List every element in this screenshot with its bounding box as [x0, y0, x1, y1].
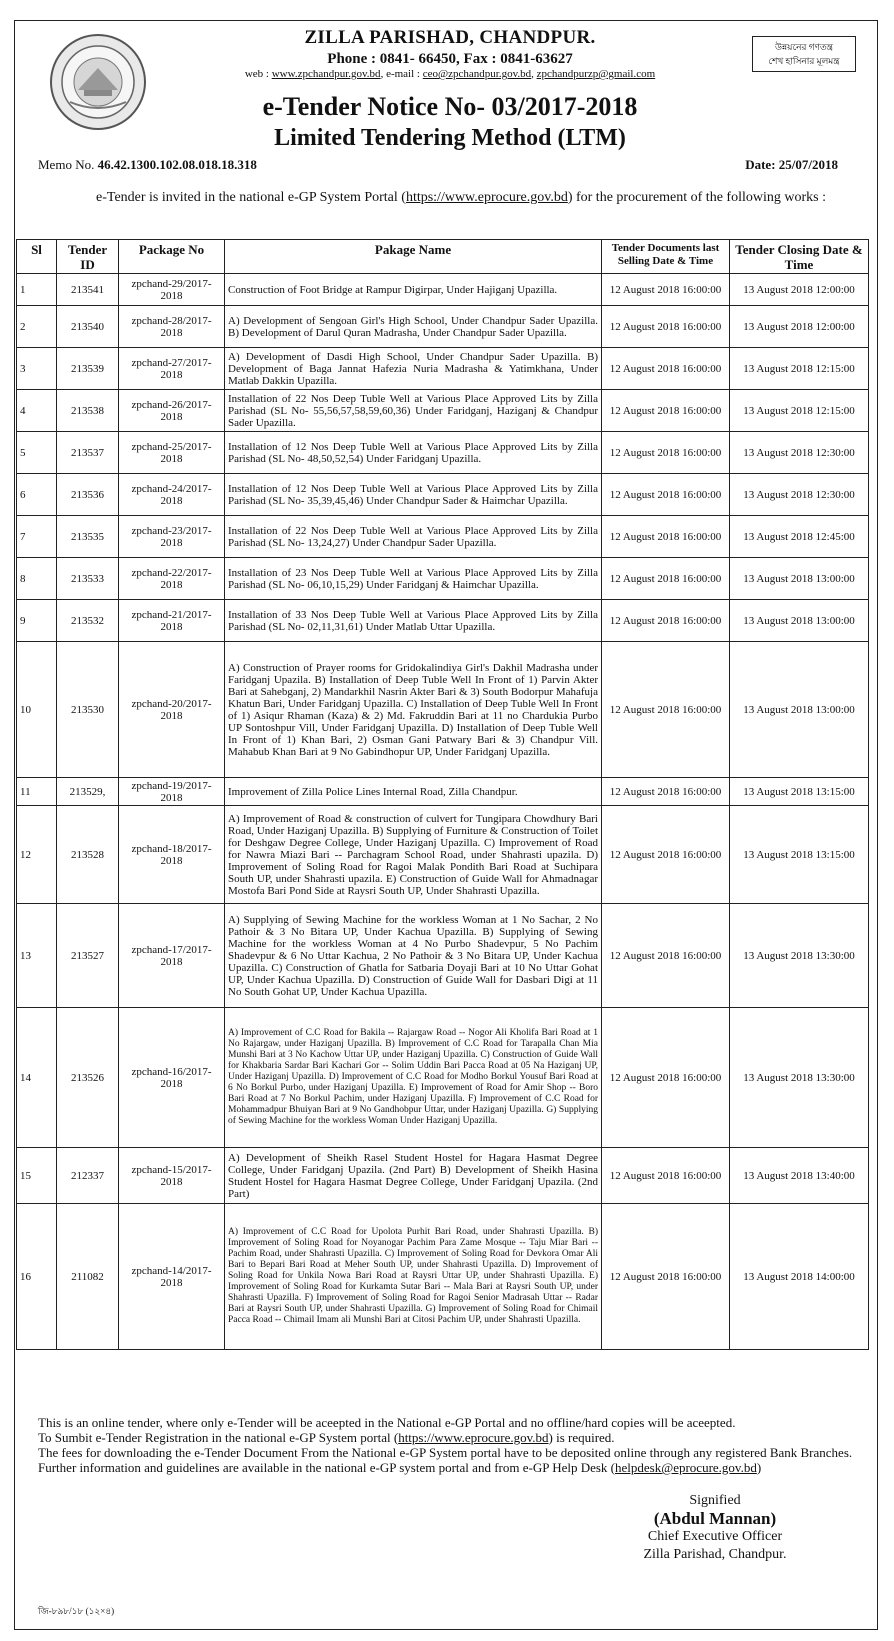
- row-tender-id: 213535: [57, 516, 119, 558]
- row-package-no: zpchand-19/2017-2018: [119, 778, 225, 806]
- row-package-name: A) Development of Sengoan Girl's High School, Under Chandpur Sader Upazilla. B) Development of Darul Quran Madrasha, Under Chandpur Sader Upazilla.: [225, 306, 602, 348]
- row-sl: 11: [17, 778, 57, 806]
- row-sl: 6: [17, 474, 57, 516]
- row-sl: 9: [17, 600, 57, 642]
- row-sl: 5: [17, 432, 57, 474]
- footer-note-2: [38, 1430, 856, 1445]
- row-package-no: zpchand-25/2017-2018: [119, 432, 225, 474]
- eprocure-link[interactable]: https://www.eprocure.gov.bd: [405, 190, 568, 205]
- row-selling-date: 12 August 2018 16:00:00: [602, 274, 730, 306]
- row-sl: 14: [17, 1008, 57, 1148]
- table-header-row: [17, 240, 869, 274]
- row-package-name: Improvement of Zilla Police Lines Internal Road, Zilla Chandpur.: [225, 778, 602, 806]
- row-closing-date: 13 August 2018 12:00:00: [730, 274, 869, 306]
- row-package-name: Installation of 23 Nos Deep Tuble Well at Various Place Approved Lits by Zilla Parishad (SL No- 06,10,15,29) Under Faridganj & Haimchar Upazilla.: [225, 558, 602, 600]
- row-tender-id: 213530: [57, 642, 119, 778]
- row-tender-id: 213539: [57, 348, 119, 390]
- row-tender-id: 213538: [57, 390, 119, 432]
- row-sl: 10: [17, 642, 57, 778]
- row-selling-date: 12 August 2018 16:00:00: [602, 642, 730, 778]
- row-sl: 16: [17, 1204, 57, 1350]
- header-closing-date: Tender Closing Date & Time: [730, 240, 869, 274]
- table-row: [17, 642, 869, 778]
- table-row: [17, 1204, 869, 1350]
- row-tender-id: 212337: [57, 1148, 119, 1204]
- row-closing-date: 13 August 2018 13:15:00: [730, 806, 869, 904]
- row-package-name: Installation of 22 Nos Deep Tuble Well at Various Place Approved Lits by Zilla Parishad (SL No- 55,56,57,58,59,60,36) Under Faridganj, Haziganj & Chandpur Sader Upazilla.: [225, 390, 602, 432]
- row-selling-date: 12 August 2018 16:00:00: [602, 1008, 730, 1148]
- row-package-no: zpchand-28/2017-2018: [119, 306, 225, 348]
- row-selling-date: 12 August 2018 16:00:00: [602, 806, 730, 904]
- row-package-name: A) Improvement of Road & construction of culvert for Tungipara Chowdhury Bari Road, Under Haziganj Upazilla. B) Supplying of Furniture & Construction of Toilet for Deshgaw Degree College, Under Haziganj Upazilla. C) Improvement of Road for Nawra Miazi Bari -- Parchagram School Road, under Shahrasti upazila. D) Improvement of Soling Road for Ragoi Malak Pondith Bari Road at Suchipara South UP, under Shahrasti upazila. E) Construction of Guide Wall for Ahmadnagar Mostofa Bari Pond Side at Raysri South UP, Under Shahrasti Upazilla.: [225, 806, 602, 904]
- footer-note-4-text: Further information and guidelines are available in the national e-GP system portal and from e-GP Help Desk (: [38, 1460, 616, 1475]
- row-selling-date: 12 August 2018 16:00:00: [602, 1204, 730, 1350]
- row-sl: 7: [17, 516, 57, 558]
- row-selling-date: 12 August 2018 16:00:00: [602, 432, 730, 474]
- row-selling-date: 12 August 2018 16:00:00: [602, 474, 730, 516]
- row-sl: 1: [17, 274, 57, 306]
- row-package-no: zpchand-23/2017-2018: [119, 516, 225, 558]
- table-row: [17, 600, 869, 642]
- row-tender-id: 211082: [57, 1204, 119, 1350]
- row-tender-id: 213528: [57, 806, 119, 904]
- row-closing-date: 13 August 2018 13:30:00: [730, 1008, 869, 1148]
- table-row: [17, 904, 869, 1008]
- signified-label: Signified: [689, 1493, 741, 1508]
- memo-label: Memo No.: [38, 157, 95, 172]
- row-sl: 13: [17, 904, 57, 1008]
- table-row: [17, 1008, 869, 1148]
- row-selling-date: 12 August 2018 16:00:00: [602, 390, 730, 432]
- row-selling-date: 12 August 2018 16:00:00: [602, 904, 730, 1008]
- footer-note-1: This is an online tender, where only e-Tender will be aceepted in the National e-GP Portal and no offline/hard copies will be aceepted.: [38, 1415, 736, 1430]
- row-package-name: Installation of 12 Nos Deep Tuble Well at Various Place Approved Lits by Zilla Parishad (SL No- 35,39,45,46) Under Chandpur Sader & Haimchar Upazilla.: [225, 474, 602, 516]
- row-package-no: zpchand-18/2017-2018: [119, 806, 225, 904]
- footer-note-4: [38, 1460, 856, 1475]
- slogan-line-2: শেখ হাসিনার মূলমন্ত্র: [768, 56, 840, 66]
- row-closing-date: 13 August 2018 13:15:00: [730, 778, 869, 806]
- row-sl: 8: [17, 558, 57, 600]
- row-closing-date: 13 August 2018 14:00:00: [730, 1204, 869, 1350]
- row-package-no: zpchand-14/2017-2018: [119, 1204, 225, 1350]
- row-sl: 12: [17, 806, 57, 904]
- row-closing-date: 13 August 2018 12:30:00: [730, 474, 869, 516]
- table-row: [17, 558, 869, 600]
- row-tender-id: 213527: [57, 904, 119, 1008]
- signatory-office: Zilla Parishad, Chandpur.: [643, 1547, 787, 1562]
- row-selling-date: 12 August 2018 16:00:00: [602, 516, 730, 558]
- row-package-name: A) Supplying of Sewing Machine for the workless Woman at 1 No Sachar, 2 No Pathoir & 3 No Bitara UP, Under Kachua Upazilla. B) Supplying of Sewing Machine for the workless Woman at 4 No Purbo Shadevpur, 5 No Pachim Shadevpur & 6 No Uttar Kachua, 2 No Pathoir & 3 No Bitara UP, Under Kachua Upazilla. C) Construction of Ghatla for Satbaria Doyaji Bari at 10 No Uttar Gohat UP, Under Kachua Upazilla. D) Construction of Guide Wall for Dasbari Digi at 11 No South Gohat UP, Under Kachua Upazilla.: [225, 904, 602, 1008]
- row-tender-id: 213526: [57, 1008, 119, 1148]
- row-selling-date: 12 August 2018 16:00:00: [602, 348, 730, 390]
- notice-title: e-Tender Notice No- 03/2017-2018: [262, 92, 638, 121]
- header-selling-date: Tender Documents last Selling Date & Time: [602, 240, 730, 274]
- web-label: web :: [244, 68, 269, 80]
- row-package-no: zpchand-15/2017-2018: [119, 1148, 225, 1204]
- row-package-name: A) Development of Dasdi High School, Under Chandpur Sader Upazilla. B) Development of Baga Jannat Hafezia Nuria Madrasha & Yatimkhana, Under Matlab Dakkin Upazilla.: [225, 348, 602, 390]
- row-closing-date: 13 August 2018 12:15:00: [730, 390, 869, 432]
- signature-block: [600, 1492, 830, 1564]
- row-package-name: Installation of 33 Nos Deep Tuble Well at Various Place Approved Lits by Zilla Parishad (SL No- 02,11,31,61) Under Matlab Uttar Upazilla.: [225, 600, 602, 642]
- footer-note-4-end: ): [756, 1460, 762, 1475]
- row-package-no: zpchand-16/2017-2018: [119, 1008, 225, 1148]
- row-closing-date: 13 August 2018 13:00:00: [730, 600, 869, 642]
- row-package-name: Installation of 12 Nos Deep Tuble Well at Various Place Approved Lits by Zilla Parishad (SL No- 48,50,52,54) Under Faridganj Upazilla.: [225, 432, 602, 474]
- notice-subtitle: Limited Tendering Method (LTM): [274, 125, 626, 151]
- row-package-name: A) Improvement of C.C Road for Upolota Purhit Bari Road, under Shahrasti Upazilla. B) Improvement of Soling Road for Noyanogar Pachim Para Zame Mosque -- Taju Miar Bari -- Pachim Road, under Shahrasti Upazilla. C) Improvement of Soling Road for Devkora Omar Ali Bari to Bepari Bari Road at Meher South UP, under Shahrasti Upazilla. D) Improvement of Soling Road for Unkila Nowa Bari Road at Raysri Uttar UP, under Shahrasti Upazilla. E) Improvement of Soling Road for Kurkamta Sutar Bari -- Mala Bari at Raysri South UP, under Shahrasti Upazilla. F) Improvement of Soling Road for Ragoi Senior Madrasah Uttar -- Radar Bari at Raysri South UP, under Shahrasti Upazilla. G) Improvement of Soling Road for Chimail Pacca Road -- Chimail Imam ali Munshi Bari at Citosi Pachim UP, under Shahrasti Upazilla.: [225, 1204, 602, 1350]
- table-row: [17, 516, 869, 558]
- row-tender-id: 213536: [57, 474, 119, 516]
- intro-paragraph: [40, 185, 854, 211]
- footer-note-3: The fees for downloading the e-Tender Document From the National e-GP System portal have to be deposited online through any registered Bank Branches.: [38, 1445, 853, 1460]
- signatory-designation: Chief Executive Officer: [647, 1529, 783, 1544]
- table-row: [17, 778, 869, 806]
- row-selling-date: 12 August 2018 16:00:00: [602, 1148, 730, 1204]
- print-code: জি-৮৯৮/১৮ (১২×৪): [38, 1606, 115, 1616]
- slogan-line-1: উন্নয়নের গণতন্ত্র: [775, 42, 833, 52]
- row-package-name: Installation of 22 Nos Deep Tuble Well at Various Place Approved Lits by Zilla Parishad (SL No- 13,24,27) Under Chandpur Sader Upazilla.: [225, 516, 602, 558]
- row-package-no: zpchand-20/2017-2018: [119, 642, 225, 778]
- intro-text-1: e-Tender is invited in the national e-GP System Portal (: [96, 190, 406, 205]
- row-tender-id: 213540: [57, 306, 119, 348]
- header-package-name: Pakage Name: [225, 240, 602, 274]
- row-package-name: A) Improvement of C.C Road for Bakila -- Rajargaw Road -- Nogor Ali Kholifa Bari Road at 1 No Rajargaw, under Haziganj Upazilla. B) Improvement of C.C Road for Tarapalla Chan Mia Munshi Bari at 3 No Kachow Uttar UP, under Haziganj Upazilla. C) Construction of Guide Wall for Khakbaria Sardar Bari Kachari Gor -- Solim Uddin Bari Pacca Road at 05 Na Haziganj UP, Under Haziganj Upazilla. D) Improvement of C.C Road for Modho Borkul Yousuf Bari Road at 6 No Borkul Purbo, under Haziganj Upazilla. E) Improvement of Road for Amir Shop -- Boro Bari Road at 7 No Borkul Pachim, under Haziganj Upazilla. F) Improvement of C.C Road for Mohammadpur Bhuiyan Bari at 9 No Gandhobpur Uttar, under Haziganj Upazilla. G) Supplying of Sewing Machine for the workless Woman Under Haziganj Upazilla.: [225, 1008, 602, 1148]
- slogan-box: [752, 36, 856, 72]
- memo-number: [38, 157, 257, 173]
- row-closing-date: 13 August 2018 12:15:00: [730, 348, 869, 390]
- footer-note-2-text: To Sumbit e-Tender Registration in the national e-GP System portal (: [38, 1430, 399, 1445]
- row-selling-date: 12 August 2018 16:00:00: [602, 558, 730, 600]
- website-link[interactable]: www.zpchandpur.gov.bd: [271, 68, 381, 80]
- table-row: [17, 390, 869, 432]
- footer-note-2-end: ) is required.: [548, 1430, 615, 1445]
- header-sl: Sl: [17, 240, 57, 274]
- table-row: [17, 432, 869, 474]
- row-sl: 4: [17, 390, 57, 432]
- row-package-no: zpchand-17/2017-2018: [119, 904, 225, 1008]
- email-label: , e-mail :: [380, 68, 420, 80]
- contact-web-email: web : www.zpchandpur.gov.bd, e-mail : ceo@zpchandpur.gov.bd, zpchandpurzp@gmail.com: [244, 68, 656, 80]
- memo-value: 46.42.1300.102.08.018.18.318: [97, 157, 257, 172]
- row-tender-id: 213532: [57, 600, 119, 642]
- organization-name: ZILLA PARISHAD, CHANDPUR.: [304, 27, 596, 48]
- table-row: [17, 806, 869, 904]
- row-package-name: Construction of Foot Bridge at Rampur Digirpar, Under Hajiganj Upazilla.: [225, 274, 602, 306]
- header-tender-id: Tender ID: [57, 240, 119, 274]
- row-closing-date: 13 August 2018 12:00:00: [730, 306, 869, 348]
- row-closing-date: 13 August 2018 12:30:00: [730, 432, 869, 474]
- zilla-parishad-seal-icon: [48, 32, 148, 132]
- row-package-no: zpchand-22/2017-2018: [119, 558, 225, 600]
- row-closing-date: 13 August 2018 12:45:00: [730, 516, 869, 558]
- row-sl: 15: [17, 1148, 57, 1204]
- contact-phone: Phone : 0841- 66450, Fax : 0841-63627: [327, 51, 573, 67]
- row-sl: 2: [17, 306, 57, 348]
- row-tender-id: 213533: [57, 558, 119, 600]
- row-selling-date: 12 August 2018 16:00:00: [602, 600, 730, 642]
- footer-notes: [38, 1415, 856, 1475]
- header-package-no: Package No: [119, 240, 225, 274]
- row-package-no: zpchand-24/2017-2018: [119, 474, 225, 516]
- email-link-gmail[interactable]: zpchandpurzp@gmail.com: [536, 68, 656, 80]
- row-package-no: zpchand-27/2017-2018: [119, 348, 225, 390]
- table-row: [17, 348, 869, 390]
- row-package-no: zpchand-26/2017-2018: [119, 390, 225, 432]
- notice-date: Date: 25/07/2018: [745, 157, 838, 172]
- helpdesk-email-link[interactable]: helpdesk@eprocure.gov.bd: [615, 1460, 757, 1475]
- row-tender-id: 213541: [57, 274, 119, 306]
- tender-table: [16, 239, 869, 1350]
- table-row: [17, 274, 869, 306]
- email-link-ceo[interactable]: ceo@zpchandpur.gov.bd: [422, 68, 532, 80]
- table-row: [17, 306, 869, 348]
- table-row: [17, 474, 869, 516]
- row-tender-id: 213537: [57, 432, 119, 474]
- intro-text-2: ) for the procurement of the following works :: [567, 190, 826, 205]
- row-sl: 3: [17, 348, 57, 390]
- footer-eprocure-link[interactable]: https://www.eprocure.gov.bd: [398, 1430, 549, 1445]
- row-package-name: A) Construction of Prayer rooms for Gridokalindiya Girl's Dakhil Madrasha under Faridganj Upazila. B) Installation of Deep Tuble Well In Front of 1) Parvin Akter Bari at Sahebganj, 2) Mandarkhil Nasrin Akter Bari & 3) South Bodorpur Mahafuja Khatun Bari, Under Faridganj Upazilla. C) Installation of Deep Tuble Well In Front of 1) Asiqur Rhaman (Kaza) & 2) Md. Fakruddin Bari at 11 no Chardukia Purbo UP Sontoshpur Vill, Under Faridganj Upazilla. D) Installation of Deep Tuble Well In Front of 1) Khan Bari, 2) Osman Gani Patwary Bari & 3) Chandpur Vill. Mahabub Khan Bari at 9 No Gabindhopur UP, Under Faridganj Upazilla.: [225, 642, 602, 778]
- row-package-no: zpchand-29/2017-2018: [119, 274, 225, 306]
- row-closing-date: 13 August 2018 13:00:00: [730, 642, 869, 778]
- row-package-no: zpchand-21/2017-2018: [119, 600, 225, 642]
- row-closing-date: 13 August 2018 13:30:00: [730, 904, 869, 1008]
- table-row: [17, 1148, 869, 1204]
- row-package-name: A) Development of Sheikh Rasel Student Hostel for Hagara Hasmat Degree College, Under Faridganj Upazila. (2nd Part) B) Development of Sheikh Hasina Student Hostel for Hagara Hasmat Degree College, Under Faridganj Upazila. (2nd Part): [225, 1148, 602, 1204]
- row-closing-date: 13 August 2018 13:00:00: [730, 558, 869, 600]
- row-selling-date: 12 August 2018 16:00:00: [602, 778, 730, 806]
- row-tender-id: 213529,: [57, 778, 119, 806]
- row-selling-date: 12 August 2018 16:00:00: [602, 306, 730, 348]
- row-closing-date: 13 August 2018 13:40:00: [730, 1148, 869, 1204]
- signatory-name: (Abdul Mannan): [653, 1509, 777, 1528]
